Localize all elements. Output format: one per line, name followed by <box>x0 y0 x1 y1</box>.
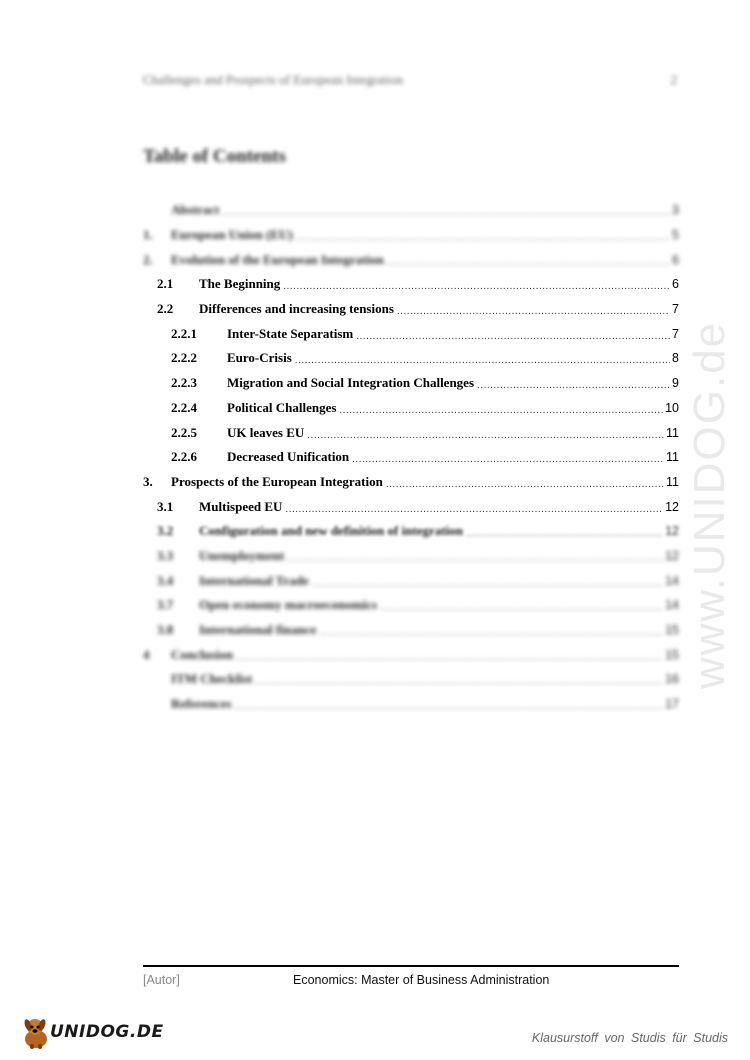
toc-entry[interactable] <box>143 544 679 569</box>
toc-entry-label: Prospects of the European Integration <box>171 473 383 489</box>
toc-entry-number: 2.2.3 <box>171 375 197 391</box>
toc-dot-leader <box>397 302 670 316</box>
header-title: Challenges and Prospects of European Integration <box>143 72 404 87</box>
toc-entry-label: Open economy macroeconomics <box>199 597 378 613</box>
toc-entry-number: 3.8 <box>157 622 174 638</box>
toc-entry-page: 15 <box>665 623 679 638</box>
toc-entry[interactable] <box>143 494 679 519</box>
toc-entry-label: ITM Checklist <box>171 671 253 687</box>
toc-entry-page: 11 <box>666 450 679 465</box>
toc-entry-number: 3.4 <box>157 572 174 588</box>
toc-dot-leader <box>477 376 670 390</box>
toc-entry-label: Decreased Unification <box>227 449 350 465</box>
toc-dot-leader <box>466 524 663 538</box>
toc-entry-page: 5 <box>672 228 679 243</box>
dog-mascot-icon <box>20 1015 54 1051</box>
toc-dot-leader <box>312 574 663 588</box>
toc-entry-page: 10 <box>665 400 679 415</box>
toc-entry-label: Euro-Crisis <box>227 350 292 366</box>
toc-entry-page: 11 <box>666 425 679 440</box>
toc-dot-leader <box>352 450 664 464</box>
toc-entry-label: Conclusion <box>171 646 234 662</box>
toc-dot-leader <box>380 598 663 612</box>
tagline: Klausurstoff von Studis für Studis <box>531 1031 728 1045</box>
toc-entry-number: 2.2.2 <box>171 350 197 366</box>
toc-entry[interactable] <box>143 371 679 396</box>
toc-entry[interactable] <box>143 198 679 223</box>
footer-author: [Autor] <box>143 973 180 987</box>
unidog-logo[interactable] <box>20 1015 164 1051</box>
toc-entry-page: 14 <box>665 573 679 588</box>
toc-dot-leader <box>287 549 663 563</box>
toc-dot-leader <box>234 697 663 711</box>
toc-entry[interactable] <box>143 568 679 593</box>
toc-entry[interactable] <box>143 346 679 371</box>
toc-entry-label: Unemployment <box>199 547 285 563</box>
header-page-number: 2 <box>670 72 677 87</box>
toc-dot-leader <box>356 327 670 341</box>
toc-dot-leader <box>255 672 663 686</box>
toc-entry[interactable] <box>143 420 679 445</box>
toc-entry[interactable] <box>143 247 679 272</box>
toc-dot-leader <box>295 351 670 365</box>
toc-entry-label: Migration and Social Integration Challenges <box>227 375 475 391</box>
toc-dot-leader <box>386 475 664 489</box>
toc-dot-leader <box>387 253 670 267</box>
toc-entry-label: Political Challenges <box>227 399 337 415</box>
toc-entry-label: UK leaves EU <box>227 424 305 440</box>
toc-entry-page: 15 <box>665 647 679 662</box>
toc-entry-number: 3.3 <box>157 547 174 563</box>
toc-entry-page: 8 <box>672 351 679 366</box>
toc-entry-number: 2.2.5 <box>171 424 197 440</box>
toc-entry-label: Multispeed EU <box>199 498 283 514</box>
toc-dot-leader <box>285 500 663 514</box>
toc-entry-number: 2.2.1 <box>171 325 197 341</box>
toc-entry-page: 9 <box>672 376 679 391</box>
footer-course: Economics: Master of Business Administration <box>293 973 550 987</box>
toc-entry-label: International finance <box>199 622 317 638</box>
toc-entry[interactable] <box>143 642 679 667</box>
running-header <box>143 70 679 90</box>
toc-entry-label: International Trade <box>199 572 309 588</box>
toc-entry-page: 12 <box>665 524 679 539</box>
toc-entry-page: 7 <box>672 326 679 341</box>
toc-entry-page: 6 <box>672 277 679 292</box>
toc-entry-number: 3.7 <box>157 597 174 613</box>
toc-entry-label: Evolution of the European Integration <box>171 251 384 267</box>
watermark-text: www.UNIDOG.de <box>685 320 734 690</box>
toc-entry-page: 6 <box>672 252 679 267</box>
toc-entry-page: 14 <box>665 598 679 613</box>
toc-entry[interactable] <box>143 445 679 470</box>
toc-entry-page: 11 <box>666 474 679 489</box>
toc-entry-number: 4 <box>143 646 150 662</box>
toc-dot-leader <box>319 623 663 637</box>
footer-divider <box>143 965 679 967</box>
toc-entry[interactable] <box>143 519 679 544</box>
toc-entry-page: 7 <box>672 302 679 317</box>
toc-entry-number: 3.1 <box>157 498 174 514</box>
toc-entry-label: References <box>171 696 232 712</box>
toc-entry-label: The Beginning <box>199 276 281 292</box>
toc-entry-label: Configuration and new definition of integration <box>199 523 463 539</box>
toc-entry-number: 3.2 <box>157 523 174 539</box>
toc-dot-leader <box>222 203 670 217</box>
toc-entry-label: Abstract <box>171 202 220 218</box>
toc-dot-leader <box>307 426 664 440</box>
toc-dot-leader <box>236 648 663 662</box>
toc-entry[interactable] <box>143 692 679 717</box>
logo-text: UNIDOG.DE <box>50 1022 164 1042</box>
toc-entry-page: 12 <box>665 499 679 514</box>
toc-title: Table of Contents <box>143 146 286 167</box>
table-of-contents <box>143 198 679 716</box>
toc-entry-page: 3 <box>672 203 679 218</box>
toc-dot-leader <box>283 277 670 291</box>
toc-entry-label: European Union (EU) <box>171 227 293 243</box>
toc-entry[interactable] <box>143 470 679 495</box>
toc-entry[interactable] <box>143 297 679 322</box>
toc-dot-leader <box>339 401 663 415</box>
toc-entry-number: 2.2.6 <box>171 449 197 465</box>
toc-dot-leader <box>296 228 670 242</box>
toc-entry-number: 2.1 <box>157 276 174 292</box>
toc-entry-number: 3. <box>143 473 153 489</box>
toc-entry-page: 16 <box>665 672 679 687</box>
toc-entry-page: 17 <box>665 697 679 712</box>
toc-entry-number: 1. <box>143 227 153 243</box>
toc-entry[interactable] <box>143 593 679 618</box>
toc-entry[interactable] <box>143 396 679 421</box>
toc-entry[interactable] <box>143 618 679 643</box>
toc-entry-number: 2.2.4 <box>171 399 197 415</box>
toc-entry-number: 2. <box>143 251 153 267</box>
toc-entry[interactable] <box>143 223 679 248</box>
toc-entry[interactable] <box>143 272 679 297</box>
toc-entry-label: Differences and increasing tensions <box>199 301 394 317</box>
toc-entry[interactable] <box>143 667 679 692</box>
toc-entry-number: 2.2 <box>157 301 174 317</box>
watermark <box>680 270 740 740</box>
toc-entry[interactable] <box>143 321 679 346</box>
toc-entry-page: 12 <box>665 548 679 563</box>
toc-entry-label: Inter-State Separatism <box>227 325 354 341</box>
